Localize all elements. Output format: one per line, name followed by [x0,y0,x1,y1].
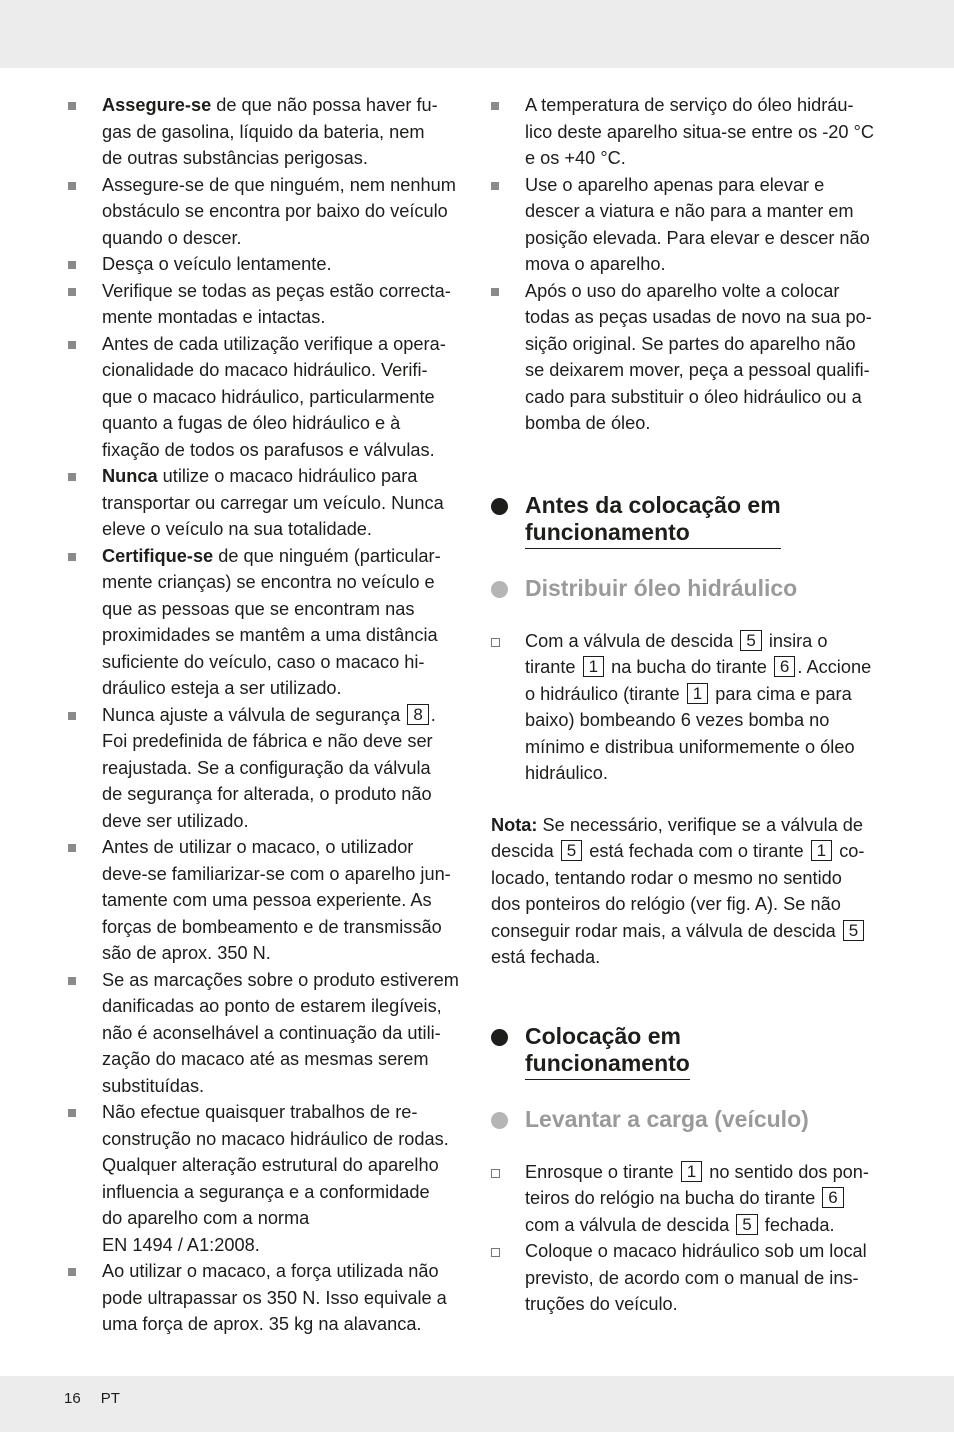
square-bullet-icon [68,102,76,110]
list-item [491,172,887,278]
list-item [68,463,468,543]
text-line: Antes de cada utilização verifique a opera- [102,333,446,354]
section-heading [491,492,887,549]
text-line: se deixarem mover, peça a pessoal qualifi- [525,360,870,380]
filled-circle-bullet-icon [491,1029,508,1046]
text-line: tirante [525,657,581,677]
part-reference-8: 8 [407,704,428,725]
text-line: de segurança for alterada, o produto não [102,784,432,804]
text-line: danificadas ao ponto de estarem ilegíveis, [102,996,442,1016]
text-line: Desça o veículo lentamente. [102,254,332,274]
square-bullet-icon [68,182,76,190]
grey-circle-bullet-icon [491,1112,508,1129]
subsection-heading [491,575,887,602]
text-line: posição elevada. Para elevar e descer não [525,227,870,248]
step-item [491,628,887,787]
text-line: está fechada com o tirante [584,841,809,861]
text-line: pode ultrapassar os 350 N. Isso equivale a [102,1287,447,1308]
text-line: mínimo e distribua uniformemente o óleo [525,736,855,757]
text-line: quando o descer. [102,227,242,248]
text-line: sição original. Se partes do aparelho não [525,333,856,354]
text-line: teiros do relógio na bucha do tirante [525,1188,821,1208]
part-reference-5: 5 [561,840,582,861]
text-line: EN 1494 / A1:2008. [102,1234,260,1255]
list-item [491,278,887,437]
list-item [68,92,468,172]
part-reference-1: 1 [811,840,832,861]
text-line: dos ponteiros do relógio (ver fig. A). Se não [491,894,841,914]
emphasis: Assegure-se [102,95,212,115]
text-line: com a válvula de descida [525,1214,735,1235]
text-line: suficiente do veículo, caso o macaco hi- [102,651,425,672]
text-line: no sentido dos pon- [704,1161,869,1182]
text-line: lico deste aparelho situa-se entre os -20 °C [525,121,874,142]
part-reference-1: 1 [681,1161,702,1182]
list-item [68,172,468,252]
square-bullet-icon [68,261,76,269]
grey-circle-bullet-icon [491,581,508,598]
subsection-heading [491,1106,887,1133]
text-line: cionalidade do macaco hidráulico. Verifi- [102,360,428,380]
text-line: conseguir rodar mais, a válvula de descida [491,920,841,941]
text-line: zação do macaco até as mesmas serem [102,1049,429,1069]
list-item [68,278,468,331]
text-line: Nunca ajuste a válvula de segurança [102,704,406,725]
text-line: descida [491,841,559,861]
text-line: Verifique se todas as peças estão correcta- [102,280,451,301]
text-line: dráulico esteja a ser utilizado. [102,678,342,698]
heading-line: Levantar a carga (veículo) [525,1105,809,1132]
page-footer [64,1390,140,1407]
text-line: previsto, de acordo com o manual de ins- [525,1267,859,1288]
text-line: Enrosque o tirante [525,1161,679,1182]
filled-circle-bullet-icon [491,498,508,515]
text-line: utilize o macaco hidráulico para [157,466,418,486]
text-line: locado, tentando rodar o mesmo no sentido [491,867,842,888]
square-bullet-icon [491,102,499,110]
emphasis: Certifique-se [102,545,214,566]
text-line: não é aconselhável a continuação da utili- [102,1022,441,1043]
text-line: para cima e para [710,683,852,704]
square-bullet-icon [68,553,76,561]
square-bullet-icon [491,288,499,296]
text-line: mente montadas e intactas. [102,307,326,327]
square-bullet-icon [68,473,76,481]
part-reference-6: 6 [822,1187,843,1208]
text-line: bomba de óleo. [525,413,651,433]
text-line: hidráulico. [525,763,608,783]
text-line: reajustada. Se a configuração da válvula [102,757,431,778]
text-line: truções do veículo. [525,1294,678,1314]
step-item [491,1159,887,1239]
list-item [68,967,468,1100]
text-line: são de aprox. 350 N. [102,943,271,963]
part-reference-5: 5 [843,920,864,941]
text-line: uma força de aprox. 35 kg na alavanca. [102,1314,422,1334]
list-item [491,92,887,172]
text-line: Após o uso do aparelho volte a colocar [525,280,840,301]
text-line: obstáculo se encontra por baixo do veículo [102,201,448,221]
text-line: e os +40 °C. [525,148,626,168]
square-bullet-icon [68,977,76,985]
text-line: Se as marcações sobre o produto estiverem [102,969,459,990]
text-line: insira o [763,630,828,651]
text-line: que as pessoas que se encontram nas [102,598,415,619]
list-item [68,1099,468,1258]
text-line: A temperatura de serviço do óleo hidráu- [525,95,854,115]
checkbox-bullet-icon [491,1169,500,1178]
list-item [68,543,468,702]
text-line: influencia a segurança e a conformidade [102,1181,430,1202]
text-line: Use o aparelho apenas para elevar e [525,174,825,195]
square-bullet-icon [68,712,76,720]
text-line: Ao utilizar o macaco, a força utilizada não [102,1261,439,1281]
step-item [491,1238,887,1318]
heading-line: funcionamento [525,1049,690,1076]
text-line: de outras substâncias perigosas. [102,148,368,168]
right-column [491,92,887,1318]
checkbox-bullet-icon [491,1248,500,1257]
square-bullet-icon [68,288,76,296]
list-item [68,702,468,835]
heading-line: Distribuir óleo hidráulico [525,574,798,601]
note-label: Nota: [491,814,538,835]
list-item [68,834,468,967]
square-bullet-icon [68,844,76,852]
header-band [0,0,954,68]
part-reference-5: 5 [740,630,761,651]
text-line: todas as peças usadas de novo na sua po- [525,307,872,327]
square-bullet-icon [68,341,76,349]
square-bullet-icon [68,1268,76,1276]
page-number: 16 [64,1390,81,1407]
text-line: está fechada. [491,947,601,967]
text-line: que o macaco hidráulico, particularmente [102,386,435,407]
note-paragraph [491,812,887,971]
text-line: fechada. [759,1214,835,1235]
part-reference-6: 6 [774,656,795,677]
text-line: na bucha do tirante [606,657,772,677]
left-column [68,92,468,1338]
text-line: Com a válvula de descida [525,630,739,651]
text-line: gas de gasolina, líquido da bateria, nem [102,121,425,142]
text-line: Assegure-se de que ninguém, nem nenhum [102,174,456,195]
text-line: de que não possa haver fu- [211,95,438,115]
text-line: proximidades se mantêm a uma distância [102,625,438,645]
text-line: de que ninguém (particular- [213,545,441,566]
heading-line: Antes da colocação em [525,491,781,518]
part-reference-5: 5 [736,1214,757,1235]
text-line: Qualquer alteração estrutural do aparelho [102,1155,439,1175]
text-line: descer a viatura e não para a manter em [525,201,854,221]
text-line: mova o aparelho. [525,254,666,274]
emphasis: Nunca [102,466,158,486]
square-bullet-icon [68,1109,76,1117]
list-item [68,251,468,278]
text-line: mente crianças) se encontra no veículo e [102,572,435,592]
text-line: tamente com uma pessoa experiente. As [102,890,432,910]
text-line: construção no macaco hidráulico de rodas. [102,1128,449,1149]
checkbox-bullet-icon [491,638,500,647]
text-line: quanto a fugas de óleo hidráulico e à [102,413,401,433]
text-line: transportar ou carregar um veículo. Nunca [102,492,444,513]
text-line: Não efectue quaisquer trabalhos de re- [102,1102,418,1122]
text-line: fixação de todos os parafusos e válvulas. [102,439,435,460]
text-line: substituídas. [102,1075,205,1096]
section-heading [491,1023,887,1080]
text-line: o hidráulico (tirante [525,683,685,704]
text-line: Coloque o macaco hidráulico sob um local [525,1241,867,1261]
list-item [68,331,468,464]
text-line: eleve o veículo na sua totalidade. [102,519,372,539]
text-line: . [430,704,436,725]
text-line: co- [834,841,865,861]
heading-line: funcionamento [525,518,690,545]
language-code: PT [100,1390,120,1407]
list-item [68,1258,468,1338]
part-reference-1: 1 [583,656,604,677]
text-line: cado para substituir o óleo hidráulico ou a [525,386,862,407]
heading-line: Colocação em [525,1022,681,1049]
text-line: baixo) bombeando 6 vezes bomba no [525,710,830,730]
square-bullet-icon [491,182,499,190]
text-line: . Accione [797,657,872,677]
text-line: forças de bombeamento e de transmissão [102,916,442,937]
text-line: deve-se familiarizar-se com o aparelho jun- [102,863,451,884]
text-line: do aparelho com a norma [102,1208,310,1228]
text-line: Antes de utilizar o macaco, o utilizador [102,837,414,857]
text-line: Se necessário, verifique se a válvula de [537,814,864,835]
text-line: deve ser utilizado. [102,810,249,831]
footer-band [0,1376,954,1432]
part-reference-1: 1 [687,683,708,704]
text-line: Foi predefinida de fábrica e não deve ser [102,731,433,751]
